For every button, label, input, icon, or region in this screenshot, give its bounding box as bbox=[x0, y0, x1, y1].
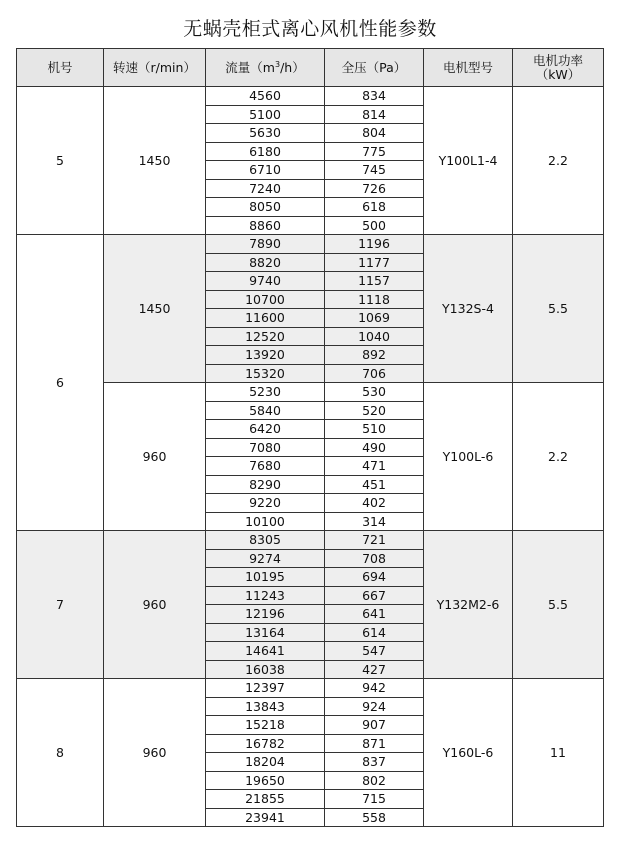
pressure-cell: 1040 bbox=[325, 327, 424, 346]
pressure-cell: 1196 bbox=[325, 235, 424, 254]
motor-cell: Y100L1-4 bbox=[424, 87, 513, 235]
power-cell: 2.2 bbox=[513, 87, 604, 235]
pressure-cell: 490 bbox=[325, 438, 424, 457]
pressure-cell: 814 bbox=[325, 105, 424, 124]
flow-cell: 15218 bbox=[206, 716, 325, 735]
pressure-cell: 451 bbox=[325, 475, 424, 494]
header-speed: 转速（r/min） bbox=[104, 49, 206, 87]
motor-cell: Y100L-6 bbox=[424, 383, 513, 531]
pressure-cell: 558 bbox=[325, 808, 424, 827]
pressure-cell: 721 bbox=[325, 531, 424, 550]
motor-cell: Y132M2-6 bbox=[424, 531, 513, 679]
flow-cell: 5100 bbox=[206, 105, 325, 124]
pressure-cell: 924 bbox=[325, 697, 424, 716]
model-no-cell: 5 bbox=[17, 87, 104, 235]
flow-cell: 14641 bbox=[206, 642, 325, 661]
flow-cell: 13843 bbox=[206, 697, 325, 716]
pressure-cell: 520 bbox=[325, 401, 424, 420]
flow-cell: 10700 bbox=[206, 290, 325, 309]
flow-cell: 11243 bbox=[206, 586, 325, 605]
flow-cell: 10195 bbox=[206, 568, 325, 587]
pressure-cell: 804 bbox=[325, 124, 424, 143]
motor-cell: Y132S-4 bbox=[424, 235, 513, 383]
flow-cell: 15320 bbox=[206, 364, 325, 383]
pressure-cell: 667 bbox=[325, 586, 424, 605]
pressure-cell: 1118 bbox=[325, 290, 424, 309]
flow-cell: 9740 bbox=[206, 272, 325, 291]
flow-cell: 13164 bbox=[206, 623, 325, 642]
pressure-cell: 907 bbox=[325, 716, 424, 735]
speed-cell: 1450 bbox=[104, 235, 206, 383]
pressure-cell: 1177 bbox=[325, 253, 424, 272]
pressure-cell: 1069 bbox=[325, 309, 424, 328]
header-model-no: 机号 bbox=[17, 49, 104, 87]
pressure-cell: 802 bbox=[325, 771, 424, 790]
flow-cell: 18204 bbox=[206, 753, 325, 772]
pressure-cell: 745 bbox=[325, 161, 424, 180]
pressure-cell: 726 bbox=[325, 179, 424, 198]
motor-cell: Y160L-6 bbox=[424, 679, 513, 827]
pressure-cell: 314 bbox=[325, 512, 424, 531]
flow-cell: 8290 bbox=[206, 475, 325, 494]
flow-cell: 9220 bbox=[206, 494, 325, 513]
pressure-cell: 892 bbox=[325, 346, 424, 365]
pressure-cell: 775 bbox=[325, 142, 424, 161]
pressure-cell: 641 bbox=[325, 605, 424, 624]
table-row bbox=[17, 531, 604, 550]
pressure-cell: 427 bbox=[325, 660, 424, 679]
pressure-cell: 708 bbox=[325, 549, 424, 568]
pressure-cell: 715 bbox=[325, 790, 424, 809]
table-row bbox=[17, 235, 604, 254]
flow-cell: 8050 bbox=[206, 198, 325, 217]
pressure-cell: 530 bbox=[325, 383, 424, 402]
pressure-cell: 694 bbox=[325, 568, 424, 587]
speed-cell: 960 bbox=[104, 679, 206, 827]
flow-cell: 10100 bbox=[206, 512, 325, 531]
pressure-cell: 500 bbox=[325, 216, 424, 235]
flow-cell: 16782 bbox=[206, 734, 325, 753]
flow-cell: 7680 bbox=[206, 457, 325, 476]
power-cell: 11 bbox=[513, 679, 604, 827]
table-row bbox=[17, 87, 604, 106]
flow-cell: 9274 bbox=[206, 549, 325, 568]
flow-cell: 11600 bbox=[206, 309, 325, 328]
flow-cell: 21855 bbox=[206, 790, 325, 809]
flow-cell: 6420 bbox=[206, 420, 325, 439]
pressure-cell: 402 bbox=[325, 494, 424, 513]
pressure-cell: 871 bbox=[325, 734, 424, 753]
speed-cell: 960 bbox=[104, 383, 206, 531]
flow-cell: 7890 bbox=[206, 235, 325, 254]
pressure-cell: 834 bbox=[325, 87, 424, 106]
pressure-cell: 1157 bbox=[325, 272, 424, 291]
flow-cell: 6180 bbox=[206, 142, 325, 161]
pressure-cell: 618 bbox=[325, 198, 424, 217]
model-no-cell: 7 bbox=[17, 531, 104, 679]
flow-cell: 6710 bbox=[206, 161, 325, 180]
power-cell: 2.2 bbox=[513, 383, 604, 531]
page-title: 无蜗壳柜式离心风机性能参数 bbox=[183, 18, 437, 40]
performance-table bbox=[16, 48, 604, 827]
flow-cell: 12196 bbox=[206, 605, 325, 624]
pressure-cell: 547 bbox=[325, 642, 424, 661]
speed-cell: 960 bbox=[104, 531, 206, 679]
flow-cell: 7240 bbox=[206, 179, 325, 198]
header-power: 电机功率 （kW） bbox=[513, 49, 604, 87]
power-cell: 5.5 bbox=[513, 531, 604, 679]
pressure-cell: 471 bbox=[325, 457, 424, 476]
pressure-cell: 614 bbox=[325, 623, 424, 642]
flow-cell: 16038 bbox=[206, 660, 325, 679]
flow-cell: 4560 bbox=[206, 87, 325, 106]
flow-cell: 5230 bbox=[206, 383, 325, 402]
pressure-cell: 837 bbox=[325, 753, 424, 772]
flow-cell: 8860 bbox=[206, 216, 325, 235]
pressure-cell: 942 bbox=[325, 679, 424, 698]
speed-cell: 1450 bbox=[104, 87, 206, 235]
table-row bbox=[17, 383, 604, 402]
header-motor: 电机型号 bbox=[424, 49, 513, 87]
flow-cell: 19650 bbox=[206, 771, 325, 790]
model-no-cell: 8 bbox=[17, 679, 104, 827]
pressure-cell: 510 bbox=[325, 420, 424, 439]
flow-cell: 7080 bbox=[206, 438, 325, 457]
pressure-cell: 706 bbox=[325, 364, 424, 383]
flow-cell: 8820 bbox=[206, 253, 325, 272]
header-flow: 流量$(m^3/h)$ bbox=[206, 49, 325, 87]
model-no-cell: 6 bbox=[17, 235, 104, 531]
flow-cell: 23941 bbox=[206, 808, 325, 827]
flow-cell: 5840 bbox=[206, 401, 325, 420]
flow-cell: 12397 bbox=[206, 679, 325, 698]
table-row bbox=[17, 679, 604, 698]
flow-cell: 8305 bbox=[206, 531, 325, 550]
header-pressure: 全压（Pa） bbox=[325, 49, 424, 87]
flow-cell: 5630 bbox=[206, 124, 325, 143]
header-row bbox=[17, 49, 604, 87]
power-cell: 5.5 bbox=[513, 235, 604, 383]
flow-cell: 13920 bbox=[206, 346, 325, 365]
flow-cell: 12520 bbox=[206, 327, 325, 346]
